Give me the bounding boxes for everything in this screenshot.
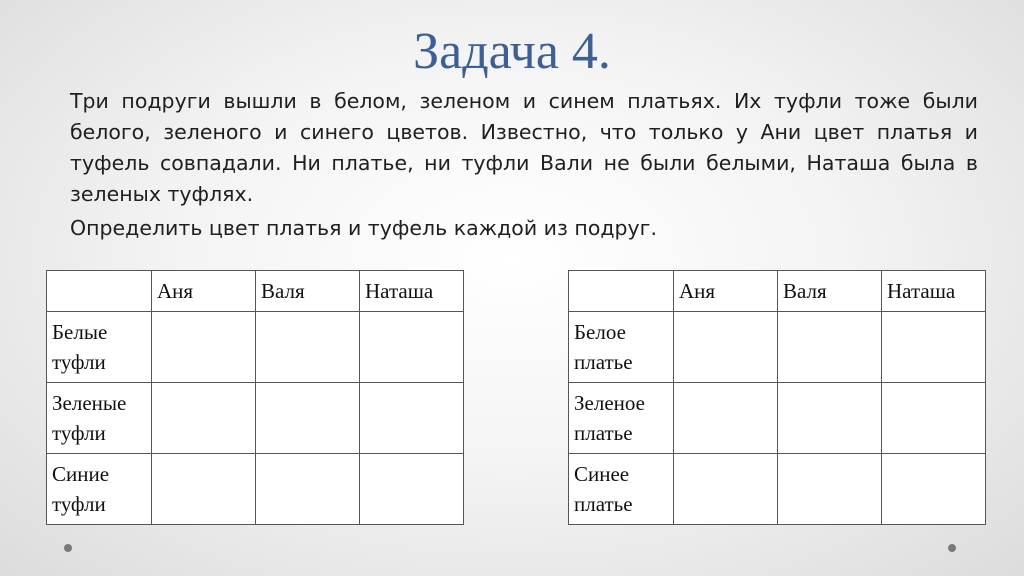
header-corner-cell	[569, 271, 674, 312]
header-corner-cell	[47, 271, 152, 312]
question-text: Определить цвет платья и туфель каждой из подруг.	[70, 216, 657, 240]
row-label-green-shoes: Зеленые туфли	[47, 383, 152, 454]
header-natasha: Наташа	[360, 271, 464, 312]
answer-cell[interactable]	[256, 454, 360, 525]
answer-cell[interactable]	[152, 454, 256, 525]
header-valya: Валя	[778, 271, 882, 312]
answer-cell[interactable]	[152, 383, 256, 454]
answer-cell[interactable]	[256, 383, 360, 454]
header-anya: Аня	[152, 271, 256, 312]
table-row	[47, 312, 464, 383]
row-label-white-dress: Белое платье	[569, 312, 674, 383]
answer-cell[interactable]	[256, 312, 360, 383]
table-row	[569, 312, 986, 383]
answer-cell[interactable]	[882, 312, 986, 383]
answer-cell[interactable]	[778, 454, 882, 525]
answer-cell[interactable]	[152, 312, 256, 383]
answer-cell[interactable]	[674, 312, 778, 383]
row-label-blue-dress: Синее платье	[569, 454, 674, 525]
answer-cell[interactable]	[882, 454, 986, 525]
header-valya: Валя	[256, 271, 360, 312]
table-row	[569, 454, 986, 525]
answer-cell[interactable]	[674, 454, 778, 525]
answer-cell[interactable]	[674, 383, 778, 454]
table-row	[569, 383, 986, 454]
answer-cell[interactable]	[778, 312, 882, 383]
answer-cell[interactable]	[360, 383, 464, 454]
decorative-dot-left	[64, 544, 72, 552]
header-anya: Аня	[674, 271, 778, 312]
header-natasha: Наташа	[882, 271, 986, 312]
answer-cell[interactable]	[882, 383, 986, 454]
slide-title: Задача 4.	[413, 23, 611, 80]
table-header-row	[47, 271, 464, 312]
row-label-white-shoes: Белые туфли	[47, 312, 152, 383]
table-row	[47, 454, 464, 525]
answer-cell[interactable]	[360, 454, 464, 525]
dress-table	[568, 270, 986, 525]
shoes-table	[46, 270, 464, 525]
table-header-row	[569, 271, 986, 312]
row-label-green-dress: Зеленое платье	[569, 383, 674, 454]
decorative-dot-right	[948, 544, 956, 552]
task-text: Три подруги вышли в белом, зеленом и синем платьях. Их туфли тоже были белого, зеленого и синего цветов. Известно, что только у Ани цвет платья и туфель совпадали. Ни платье, ни туфли Вали не были белыми, Наташа была в зеленых туфлях.	[70, 89, 978, 206]
table-row	[47, 383, 464, 454]
answer-cell[interactable]	[360, 312, 464, 383]
row-label-blue-shoes: Синие туфли	[47, 454, 152, 525]
answer-cell[interactable]	[778, 383, 882, 454]
